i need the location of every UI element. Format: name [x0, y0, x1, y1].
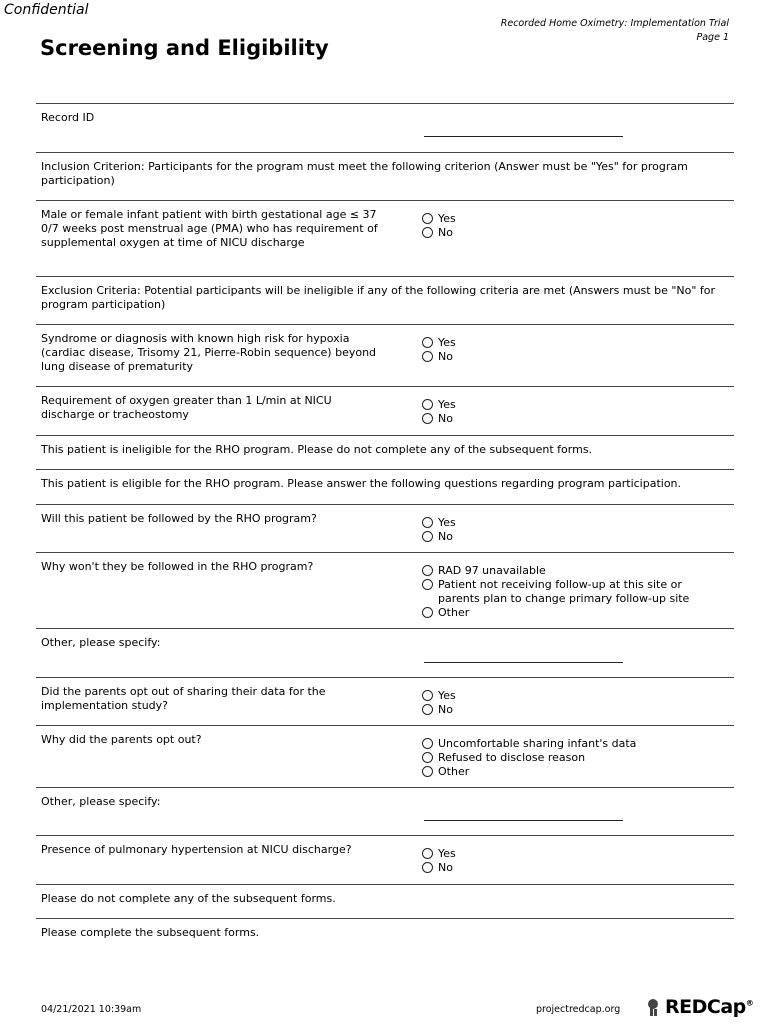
other-specify-row-2 [36, 788, 734, 836]
footer-timestamp: 04/21/2021 10:39am [41, 1004, 142, 1015]
inclusion-no-option[interactable]: No [422, 226, 708, 240]
oxygen-options [422, 398, 708, 426]
redcap-logo [645, 996, 753, 1018]
redcap-logo-icon [645, 997, 665, 1017]
project-title: Recorded Home Oximetry: Implementation Trial [500, 18, 729, 29]
why-optout-question-row [36, 726, 734, 788]
other-specify-input-2[interactable] [424, 820, 623, 821]
radio-icon[interactable] [422, 531, 433, 542]
followed-no-option[interactable]: No [422, 530, 708, 544]
why-not-question-label: Why won't they be followed in the RHO program? [41, 560, 314, 573]
oxygen-no-option[interactable]: No [422, 412, 708, 426]
optout-question-label: Did the parents opt out of sharing their data for the implementation study? [41, 685, 326, 712]
radio-icon[interactable] [422, 565, 433, 576]
radio-icon[interactable] [422, 738, 433, 749]
syndrome-no-option[interactable]: No [422, 350, 708, 364]
radio-icon[interactable] [422, 579, 433, 590]
inclusion-options [422, 212, 708, 240]
page-number: Page 1 [696, 32, 729, 43]
other-specify-row-1 [36, 629, 734, 678]
radio-icon[interactable] [422, 413, 433, 424]
radio-icon[interactable] [422, 862, 433, 873]
eligible-message: This patient is eligible for the RHO program. Please answer the following questions regarding program participation. [41, 477, 682, 490]
exclusion-intro-text: Exclusion Criteria: Potential participants will be ineligible if any of the following criteria are met (Answers must be "No" for program participation) [41, 284, 716, 311]
radio-icon[interactable] [422, 607, 433, 618]
why-not-question-row [36, 553, 734, 629]
syndrome-question-row [36, 325, 734, 387]
pulm-yes-option[interactable]: Yes [422, 847, 708, 861]
inclusion-intro-row [36, 153, 734, 201]
optout-options [422, 689, 708, 717]
radio-icon[interactable] [422, 704, 433, 715]
why-not-option-other[interactable]: Other [422, 606, 708, 620]
page-title: Screening and Eligibility [40, 36, 329, 60]
why-optout-option-other[interactable]: Other [422, 765, 708, 779]
complete-forms-message: Please complete the subsequent forms. [41, 926, 260, 939]
other-specify-label-2: Other, please specify: [41, 795, 161, 808]
radio-icon[interactable] [422, 351, 433, 362]
pulm-question-row [36, 836, 734, 885]
record-id-label: Record ID [41, 111, 95, 124]
project-header [501, 17, 729, 45]
radio-icon[interactable] [422, 337, 433, 348]
inclusion-question-row [36, 201, 734, 277]
pulm-no-option[interactable]: No [422, 861, 708, 875]
why-not-option-rad97[interactable]: RAD 97 unavailable [422, 564, 708, 578]
why-not-option-no-followup[interactable]: Patient not receiving follow-up at this site or parents plan to change primary follow-up site [422, 578, 708, 606]
other-specify-input-1[interactable] [424, 662, 623, 663]
syndrome-question-label: Syndrome or diagnosis with known high risk for hypoxia (cardiac disease, Trisomy 21, Pierre-Robin sequence) beyond lung disease of prematurity [41, 332, 377, 373]
eligible-message-row [36, 470, 734, 505]
radio-icon[interactable] [422, 227, 433, 238]
screening-form [36, 103, 734, 953]
syndrome-options [422, 336, 708, 364]
do-not-complete-row [36, 885, 734, 919]
pulm-options [422, 847, 708, 875]
pulm-question-label: Presence of pulmonary hypertension at NICU discharge? [41, 843, 352, 856]
why-optout-question-label: Why did the parents opt out? [41, 733, 202, 746]
followed-options [422, 516, 708, 544]
radio-icon[interactable] [422, 690, 433, 701]
radio-icon[interactable] [422, 752, 433, 763]
inclusion-intro-text: Inclusion Criterion: Participants for the program must meet the following criterion (Answer must be "Yes" for program participation) [41, 160, 688, 187]
footer-url[interactable]: projectredcap.org [536, 1004, 621, 1015]
confidential-label: Confidential [4, 2, 89, 18]
followed-yes-option[interactable]: Yes [422, 516, 708, 530]
ineligible-message: This patient is ineligible for the RHO program. Please do not complete any of the subsequent forms. [41, 443, 593, 456]
other-specify-label-1: Other, please specify: [41, 636, 161, 649]
oxygen-yes-option[interactable]: Yes [422, 398, 708, 412]
optout-no-option[interactable]: No [422, 703, 708, 717]
followed-question-row [36, 505, 734, 553]
followed-question-label: Will this patient be followed by the RHO program? [41, 512, 317, 525]
radio-icon[interactable] [422, 517, 433, 528]
optout-yes-option[interactable]: Yes [422, 689, 708, 703]
inclusion-yes-option[interactable]: Yes [422, 212, 708, 226]
radio-icon[interactable] [422, 213, 433, 224]
optout-question-row [36, 678, 734, 726]
radio-icon[interactable] [422, 399, 433, 410]
oxygen-question-row [36, 387, 734, 436]
why-not-options [422, 564, 708, 620]
record-id-row [36, 104, 734, 153]
record-id-input[interactable] [424, 136, 623, 137]
why-optout-options [422, 737, 708, 779]
complete-forms-row [36, 919, 734, 953]
radio-icon[interactable] [422, 766, 433, 777]
ineligible-message-row [36, 436, 734, 470]
radio-icon[interactable] [422, 848, 433, 859]
oxygen-question-label: Requirement of oxygen greater than 1 L/min at NICU discharge or tracheostomy [41, 394, 332, 421]
do-not-complete-message: Please do not complete any of the subsequent forms. [41, 892, 336, 905]
inclusion-question-label: Male or female infant patient with birth gestational age ≤ 37 0/7 weeks post menstrual age (PMA) who has requirement of supplemental oxygen at time of NICU discharge [41, 208, 378, 249]
why-optout-option-uncomfortable[interactable]: Uncomfortable sharing infant's data [422, 737, 708, 751]
redcap-logo-text: REDCap® [665, 996, 754, 1018]
why-optout-option-refused[interactable]: Refused to disclose reason [422, 751, 708, 765]
syndrome-yes-option[interactable]: Yes [422, 336, 708, 350]
exclusion-intro-row [36, 277, 734, 325]
